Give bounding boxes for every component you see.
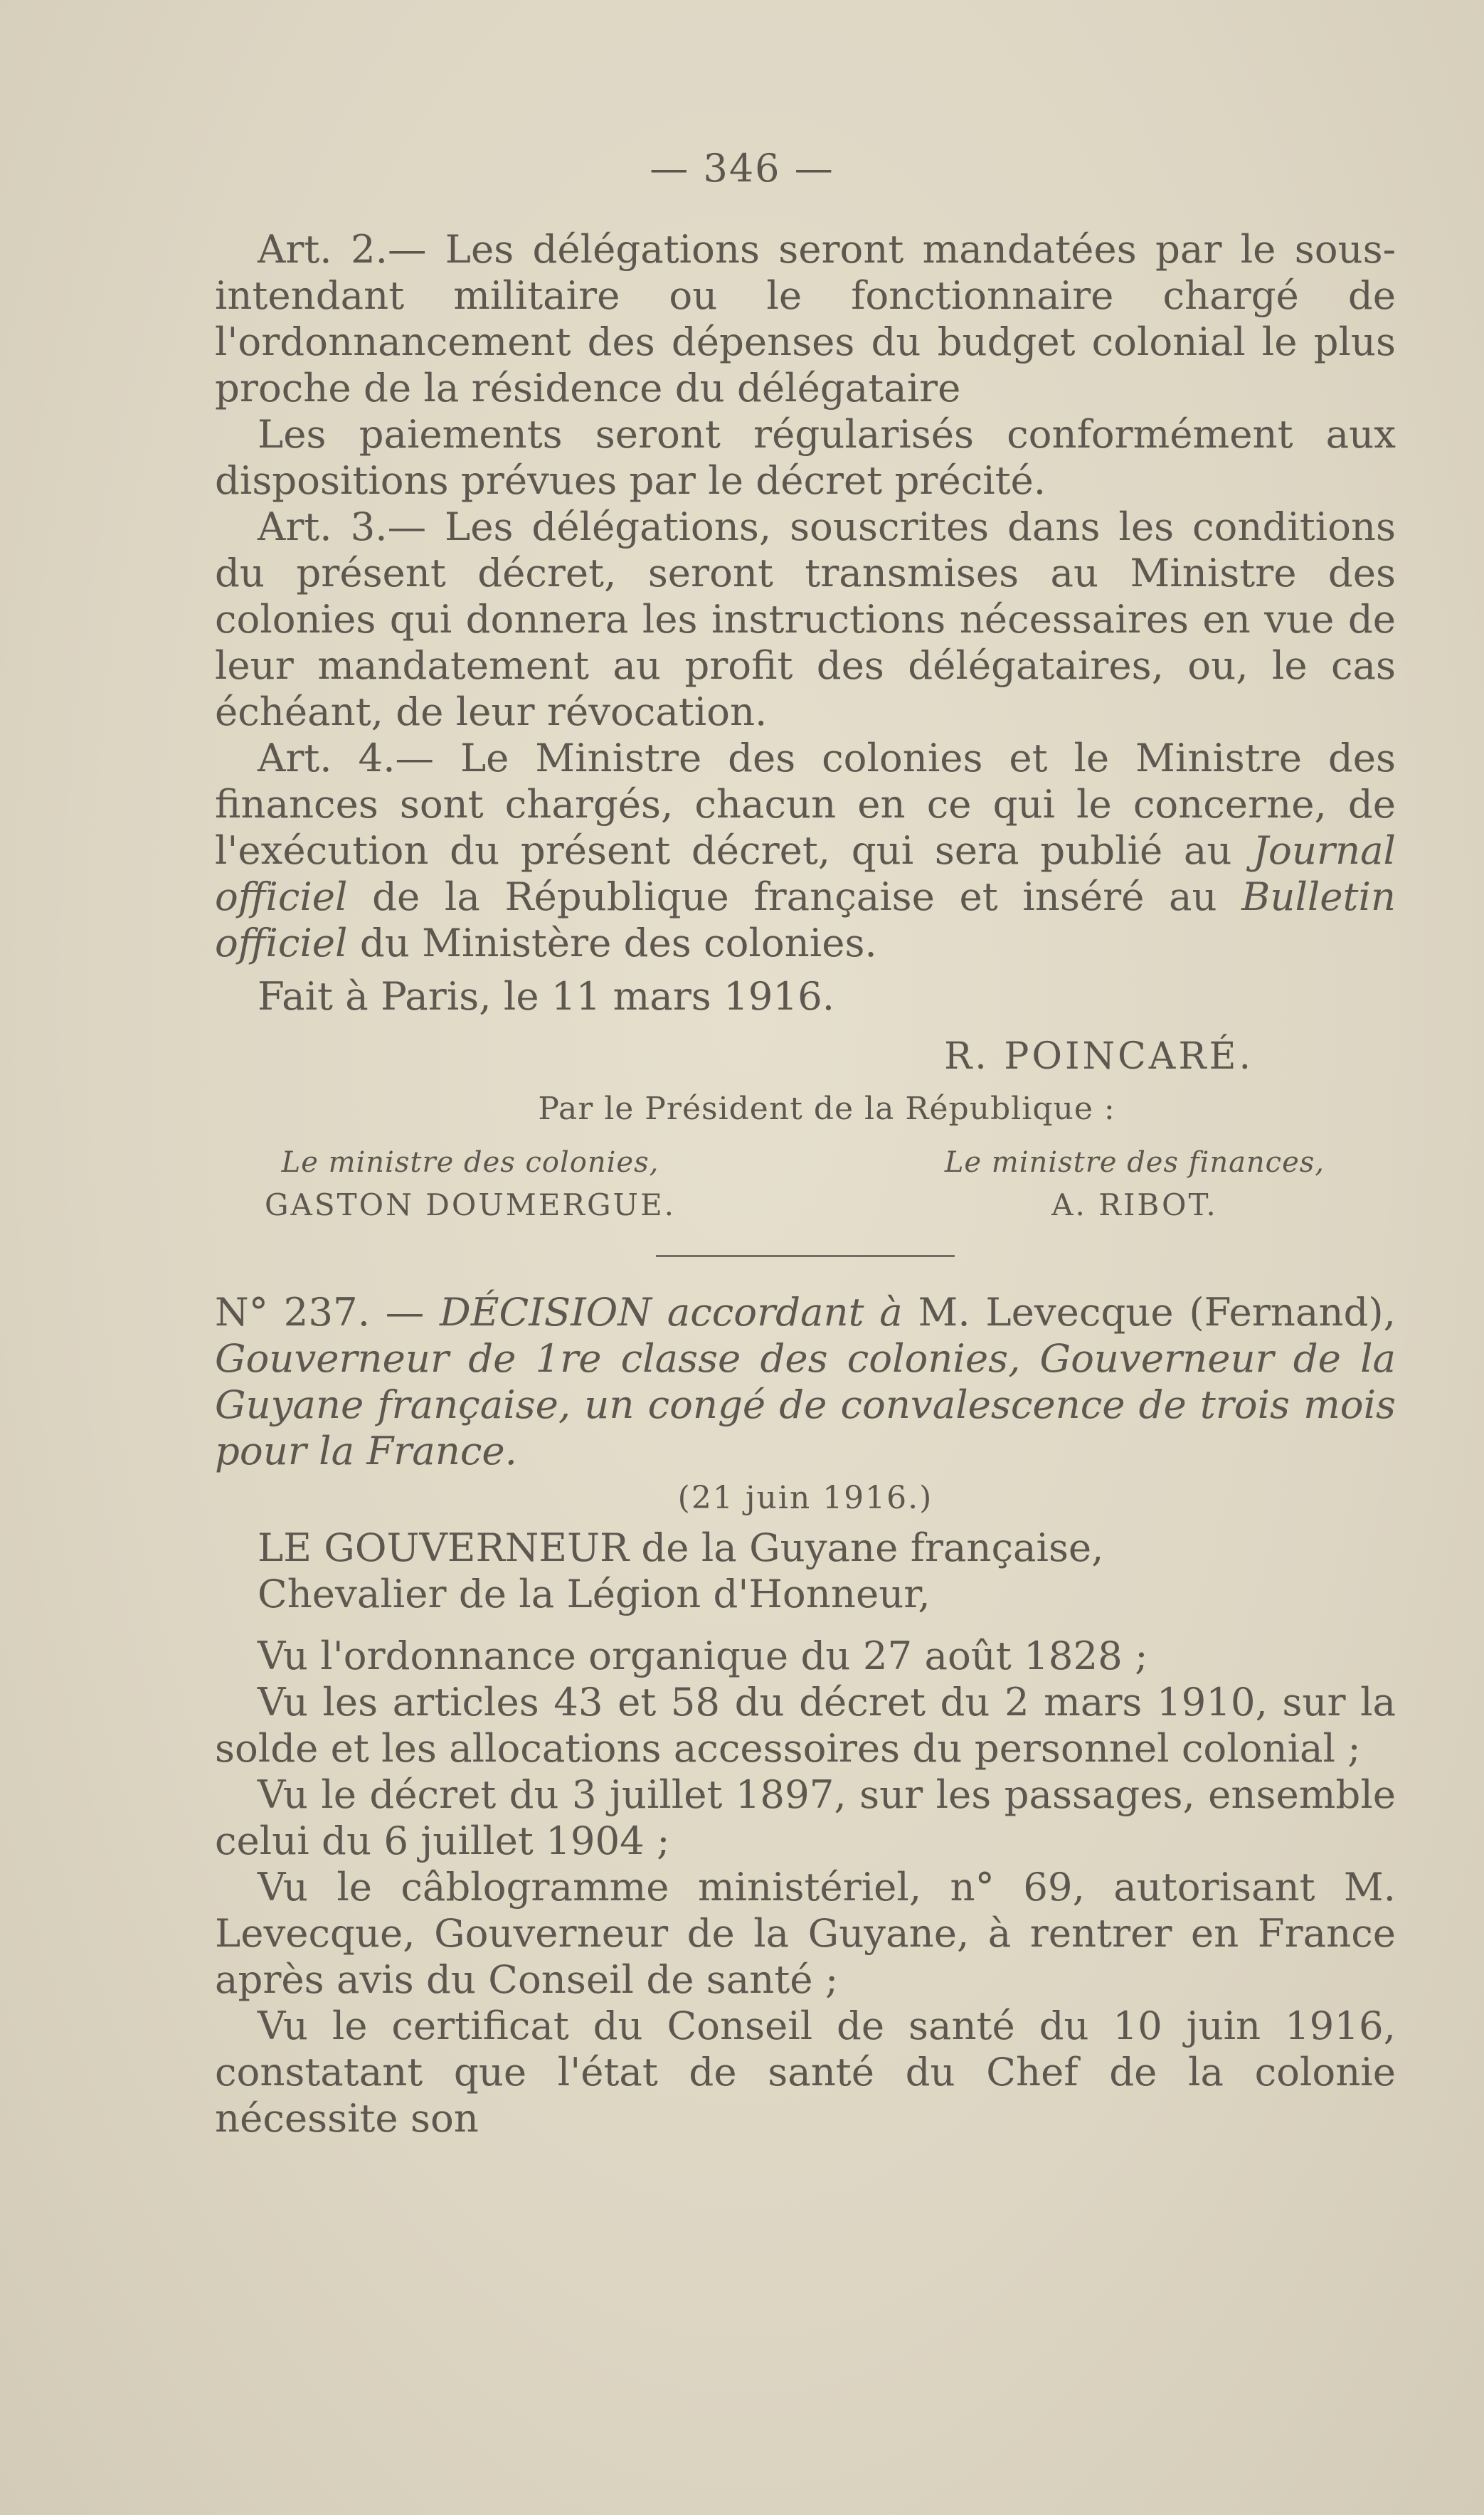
article-4-text-a: Art. 4.— Le Ministre des colonies et le Ministre des finances sont chargés, chacun en ce qui le concerne, de l'exécution du présent décret, qui sera publié au (215, 735, 1396, 873)
decision-accordant: accordant à (667, 1289, 903, 1335)
minister-finances-name: A. RIBOT. (1051, 1187, 1218, 1222)
article-3-paragraph: Art. 3.— Les délégations, souscrites dans les conditions du présent décret, seront transmises au Ministre des colonies qui donnera les instructions nécessaires en vue de leur mandatement au profit des délégataires, ou, le cas échéant, de leur révocation. (215, 504, 1396, 734)
article-4-paragraph (215, 735, 1396, 966)
article-2-paragraph-2: Les paiements seront régularisés conformément aux dispositions prévues par le décret précité. (215, 411, 1396, 503)
minister-colonies-role: Le ministre des colonies, (281, 1146, 659, 1179)
vu-paragraph-4: Vu le câblogramme ministériel, n° 69, autorisant M. Levecque, Gouverneur de la Guyane, à rentrer en France après avis du Conseil de santé ; (215, 1864, 1396, 2002)
par-le-president-line: Par le Président de la République : (538, 1091, 1115, 1127)
ministers-signatures (215, 1141, 1396, 1227)
decision-heading: N° 237. — DÉCISION accordant à M. Levecque (Fernand), Gouverneur de 1re classe des colonies, Gouverneur de la Guyane française, un congé de convalescence de trois mois pour la France. (215, 1289, 1396, 1473)
bulletin-officiel-text: Bulletin officiel (215, 874, 1396, 965)
decision-description: Gouverneur de 1re classe des colonies, Gouverneur de la Guyane française, un congé de convalescence de trois mois pour la France. (215, 1335, 1396, 1473)
decision-title: DÉCISION (440, 1289, 652, 1335)
minister-colonies (265, 1141, 676, 1227)
vu-paragraph-1: Vu l'ordonnance organique du 27 août 1828 ; (258, 1633, 1148, 1678)
decision-date: (21 juin 1916.) (677, 1480, 933, 1516)
gouverneur-line: LE GOUVERNEUR de la Guyane française, (258, 1525, 1104, 1570)
vu-paragraph-5: Vu le certificat du Conseil de santé du 10 juin 1916, constatant que l'état de santé du Chef de la colonie nécessite son (215, 2003, 1396, 2141)
section-divider (656, 1255, 955, 1257)
journal-officiel-text: Journal officiel (215, 827, 1396, 919)
decision-number: N° 237. (215, 1289, 371, 1335)
vu-paragraph-2: Vu les articles 43 et 58 du décret du 2 mars 1910, sur la solde et les allocations accessoires du personnel colonial ; (215, 1679, 1396, 1771)
decision-person: M. Levecque (Fernand), (918, 1289, 1396, 1335)
article-4-text-c: du Ministère des colonies. (347, 920, 877, 965)
minister-finances-role: Le ministre des finances, (944, 1146, 1325, 1179)
chevalier-line: Chevalier de la Légion d'Honneur, (258, 1571, 931, 1616)
minister-finances (945, 1141, 1325, 1227)
article-4-text-b: de la République française et inséré au (347, 874, 1242, 919)
vu-paragraph-3: Vu le décret du 3 juillet 1897, sur les passages, ensemble celui du 6 juillet 1904 ; (215, 1772, 1396, 1863)
president-signature: R. POINCARÉ. (944, 1035, 1254, 1078)
page-number: — 346 — (650, 146, 834, 191)
minister-colonies-name: GASTON DOUMERGUE. (265, 1187, 676, 1222)
article-2-paragraph-1: Art. 2.— Les délégations seront mandatées par le sous-intendant militaire ou le fonctionnaire chargé de l'ordonnancement des dépenses du budget colonial le plus proche de la résidence du délégataire (215, 226, 1396, 411)
fait-a-paris-line: Fait à Paris, le 11 mars 1916. (258, 973, 835, 1019)
main-text-column (215, 226, 1396, 2141)
